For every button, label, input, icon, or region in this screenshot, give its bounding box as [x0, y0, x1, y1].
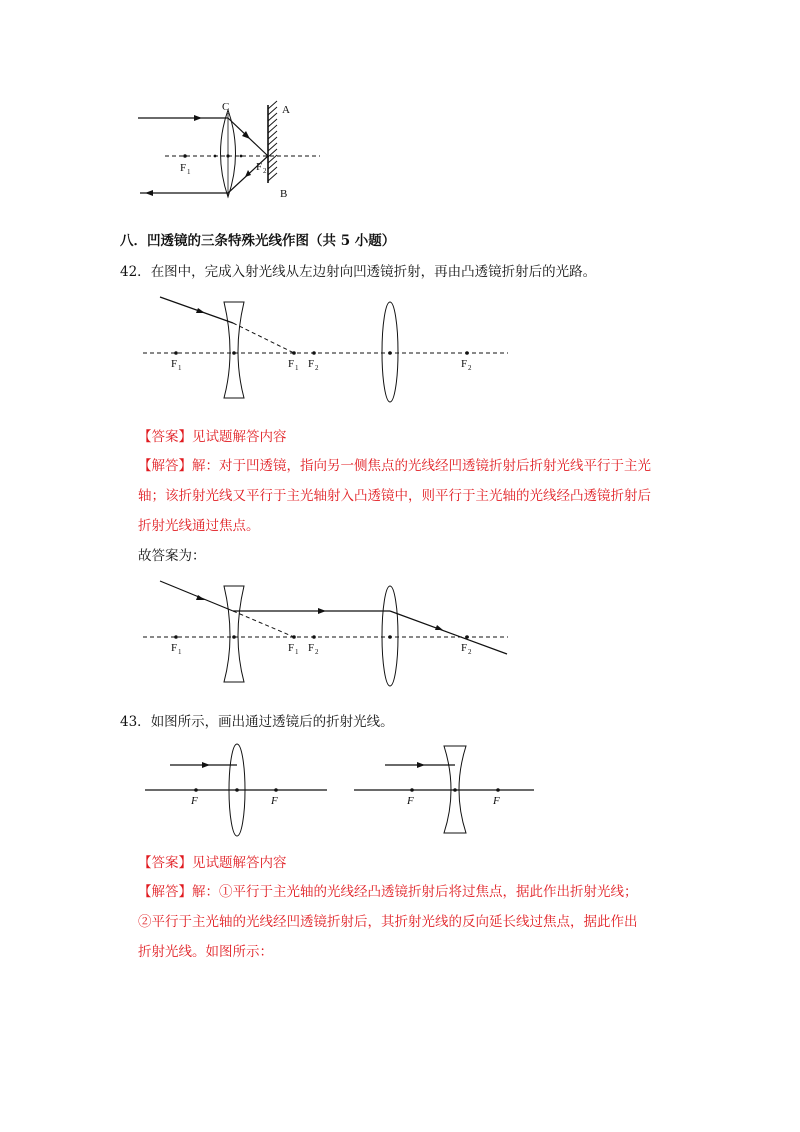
q42-question-figure — [0, 290, 800, 410]
q42a-label-f1-left: F — [171, 642, 178, 654]
q42a-label-f2-right-sub: 2 — [468, 648, 472, 656]
q43-answer — [138, 857, 287, 871]
q43-figure — [0, 740, 800, 840]
q42-solution-line3: 折射光线通过焦点。 — [138, 518, 260, 534]
q43-label-f4: F — [493, 795, 500, 807]
q42-solution-line1 — [138, 460, 651, 474]
q43-solution-line3: 折射光线。如图所示： — [138, 944, 273, 960]
q42-so-answer: 故答案为： — [138, 548, 206, 564]
q42-label-f2-right: F — [461, 358, 468, 370]
q42-label-f2-mid-sub: 2 — [315, 364, 319, 372]
q42a-label-f2-right: F — [461, 642, 468, 654]
q43-solution-line1 — [138, 886, 638, 900]
section-heading: 八．凹透镜的三条特殊光线作图（共 5 小题） — [120, 233, 396, 249]
q42-answer — [138, 431, 287, 445]
q42-solution-text1: 解：对于凹透镜，指向另一侧焦点的光线经凹透镜折射后折射光线平行于主光 — [192, 458, 651, 474]
q42a-label-f1-mid-sub: 1 — [295, 648, 299, 656]
q43-solution-text1: 解：①平行于主光轴的光线经凸透镜折射后将过焦点，据此作出折射光线； — [192, 884, 638, 900]
q42-label-f1-mid-sub: 1 — [295, 364, 299, 372]
q43-label-f3: F — [407, 795, 414, 807]
q43-solution-line2: ②平行于主光轴的光线经凹透镜折射后，其折射光线的反向延长线过焦点，据此作出 — [138, 914, 638, 930]
label-f1-sub: 1 — [187, 168, 191, 176]
q42a-label-f2-mid: F — [308, 642, 315, 654]
label-b: B — [280, 188, 288, 200]
q42-answer-figure — [0, 574, 800, 694]
q42-question — [120, 266, 596, 280]
q42-label-f1-left: F — [171, 358, 178, 370]
q42-solution-line2: 轴；该折射光线又平行于主光轴射入凸透镜中，则平行于主光轴的光线经凸透镜折射后 — [138, 488, 651, 504]
label-f2-sub: 2 — [263, 167, 267, 175]
top-lens-mirror-figure — [0, 0, 800, 210]
label-f1: F — [180, 162, 187, 174]
q43-number: 43． — [120, 714, 151, 730]
q43-solution-tag: 【解答】 — [138, 884, 192, 900]
q43-answer-tag: 【答案】 — [138, 855, 192, 871]
q42-label-f2-right-sub: 2 — [468, 364, 472, 372]
q42-label-f1-left-sub: 1 — [178, 364, 182, 372]
q42-label-f2-mid: F — [308, 358, 315, 370]
q42-number: 42． — [120, 264, 151, 280]
label-a: A — [282, 104, 290, 116]
q42-solution-tag: 【解答】 — [138, 458, 192, 474]
label-f2: F — [256, 161, 263, 173]
q43-question-text: 如图所示，画出通过透镜后的折射光线。 — [150, 714, 394, 730]
q43-label-f2: F — [271, 795, 278, 807]
q42-label-f1-mid: F — [288, 358, 295, 370]
q42-answer-text: 见试题解答内容 — [192, 429, 287, 445]
label-c: C — [222, 101, 230, 113]
q43-answer-text: 见试题解答内容 — [192, 855, 287, 871]
q42a-label-f1-mid: F — [288, 642, 295, 654]
q43-label-f1: F — [191, 795, 198, 807]
q42a-label-f2-mid-sub: 2 — [315, 648, 319, 656]
q42a-label-f1-left-sub: 1 — [178, 648, 182, 656]
q42-answer-tag: 【答案】 — [138, 429, 192, 445]
q42-question-text: 在图中，完成入射光线从左边射向凹透镜折射，再由凸透镜折射后的光路。 — [150, 264, 597, 280]
q43-question — [120, 716, 394, 730]
